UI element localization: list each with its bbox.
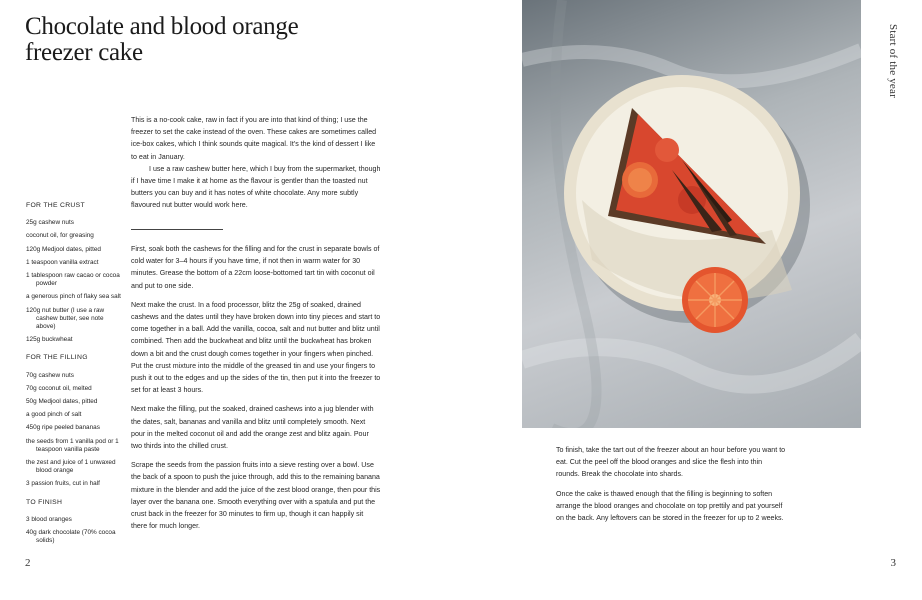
- page-number-left: 2: [25, 557, 31, 569]
- method-paragraph: First, soak both the cashews for the filling and for the crust in separate bowls of cold water for 3–4 hours if you have time, if not then in warm water for 30 minutes. Grease the bottom of a 22cm loose-bottomed tart tin with coconut oil and put to one side.: [131, 245, 380, 290]
- intro-paragraph: This is a no-cook cake, raw in fact if you are into that kind of thing; I use the freezer to set the cake instead of the oven. These cakes are sometimes called ice-box cakes, which I think sounds quite magical. It's the kind of dessert I like to eat in January.: [131, 116, 377, 161]
- ingredient-heading-finish: TO FINISH: [26, 498, 63, 506]
- ingredient-list-filling: [26, 372, 122, 489]
- ingredient-item: 70g cashew nuts: [26, 371, 74, 379]
- intro-paragraph: I use a raw cashew butter here, which I buy from the supermarket, though if I have time I make it at home as the flavour is gentler than the toasted nut butters you can buy and it has notes of white chocolate. Any more subtly flavoured nut butter would work here.: [131, 164, 381, 210]
- right-page: [461, 0, 922, 600]
- recipe-title: Chocolate and blood orange freezer cake: [25, 13, 299, 66]
- ingredient-item: 70g coconut oil, melted: [26, 384, 92, 392]
- ingredient-item: 40g dark chocolate (70% cocoa solids): [26, 529, 116, 545]
- section-divider: [131, 229, 223, 230]
- running-head: Start of the year: [887, 24, 899, 98]
- ingredient-item: a generous pinch of flaky sea salt: [26, 293, 121, 301]
- method-paragraph: Next make the filling, put the soaked, drained cashews into a jug blender with the dates, salt, bananas and vanilla and blitz until completely smooth. Next pour in the melted coconut oil and add the orange zest and blitz again. Pour two thirds into the chilled crust.: [131, 405, 374, 451]
- method-paragraph: Scrape the seeds from the passion fruits into a sieve resting over a bowl. Use the back of a spoon to push the juice through, add this to the remaining banana mixture in the blender and add the juice of the zest blood orange, then pour this layer over the banana one. Smooth everything over with a spatula and put the crust back in the freezer for 30 minutes to firm up, though it can happily sit there for much longer.: [131, 461, 381, 531]
- ingredient-item: the seeds from 1 vanilla pod or 1 teaspoon vanilla paste: [26, 437, 119, 453]
- page-number-right: 3: [890, 557, 896, 569]
- ingredient-item: coconut oil, for greasing: [26, 232, 94, 240]
- cake-photo: [522, 0, 861, 428]
- ingredients-column: [26, 202, 122, 555]
- ingredient-item: the zest and juice of 1 unwaxed blood orange: [26, 459, 116, 475]
- ingredient-item: a good pinch of salt: [26, 411, 82, 419]
- ingredient-list-crust: [26, 219, 122, 344]
- finish-text: [556, 444, 786, 531]
- ingredient-item: 450g ripe peeled bananas: [26, 424, 100, 432]
- ingredient-item: 125g buckwheat: [26, 336, 73, 344]
- ingredient-list-finish: [26, 516, 122, 546]
- ingredient-item: 50g Medjool dates, pitted: [26, 398, 98, 406]
- intro-text: [131, 114, 381, 212]
- ingredient-heading-crust: FOR THE CRUST: [26, 202, 85, 209]
- cake-illustration: [522, 0, 861, 428]
- finish-paragraph: To finish, take the tart out of the freezer about an hour before you want to eat. Cut the peel off the blood oranges and slice the flesh into thin rounds. Break the chocolate into shards.: [556, 446, 786, 479]
- ingredient-item: 120g Medjool dates, pitted: [26, 245, 101, 253]
- finish-paragraph: Once the cake is thawed enough that the filling is beginning to soften arrange the blood oranges and chocolate on top prettily and pat yourself on the back. Any leftovers can be stored in the freezer for up to 2 weeks.: [556, 489, 784, 523]
- method-paragraph: Next make the crust. In a food processor, blitz the 25g of soaked, drained cashews and the dates until they have broken down into tiny pieces and start to come together in a ball. Add the vanilla, cocoa, salt and nut butter and blitz until combined. Then add the buckwheat and blitz until the buckwheat has broken down a bit and the crust dough comes together in your fingers when pinched. Put the crust mixture into the middle of the greased tin and use your fingers to push it out to the edges and up the sides of the tin, then put it into the freezer to set for at least 3 hours.: [131, 300, 381, 395]
- ingredient-item: 25g cashew nuts: [26, 219, 74, 227]
- ingredient-item: 3 passion fruits, cut in half: [26, 480, 100, 488]
- ingredient-heading-filling: FOR THE FILLING: [26, 354, 88, 362]
- ingredient-item: 120g nut butter (I use a raw cashew butter, see note above): [26, 306, 105, 331]
- ingredient-item: 1 tablespoon raw cacao or cocoa powder: [26, 272, 120, 288]
- ingredient-item: 1 teaspoon vanilla extract: [26, 258, 99, 266]
- ingredient-item: 3 blood oranges: [26, 515, 72, 523]
- method-text: [131, 243, 381, 539]
